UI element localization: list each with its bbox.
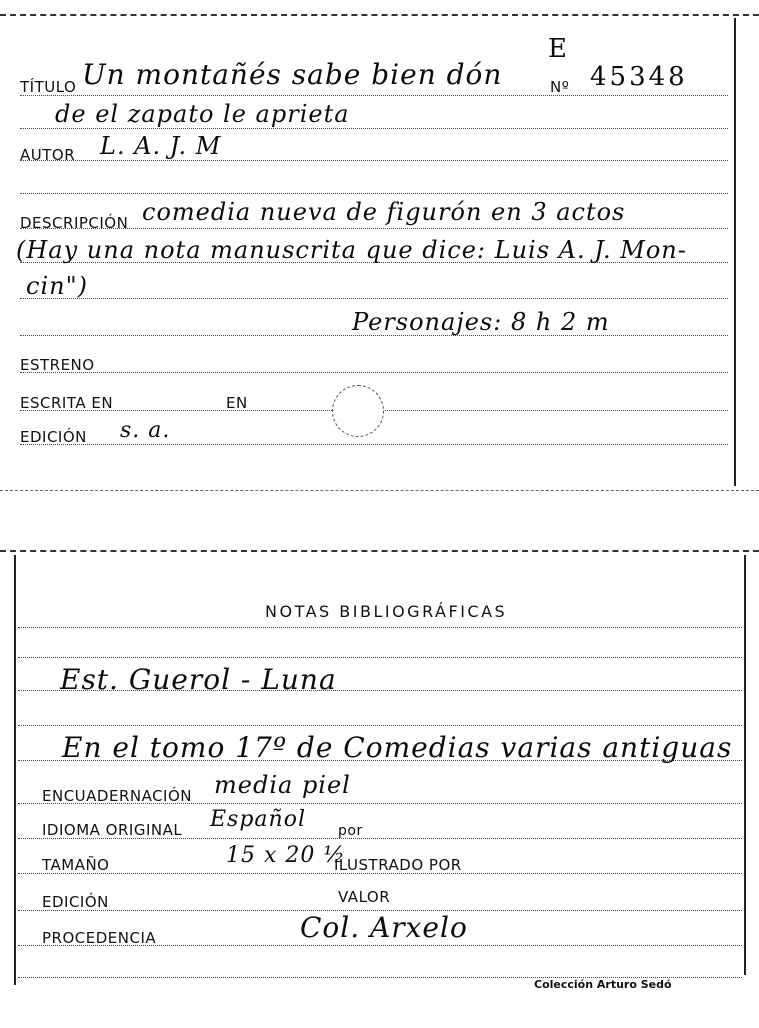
en-label: EN: [226, 394, 248, 412]
procedencia-value: Col. Arxelo: [300, 911, 468, 944]
rule-line: [18, 725, 742, 726]
descripcion-line2: (Hay una nota manuscrita que dice: Luis A. J. Mon-: [16, 236, 687, 264]
card-top-edge: [0, 14, 759, 16]
ilustrado-label: ILUSTRADO POR: [334, 856, 462, 874]
autor-value: L. A. J. M: [100, 132, 222, 160]
idioma-value: Español: [210, 807, 306, 832]
punch-hole: [332, 385, 384, 437]
rule-line: [18, 657, 742, 658]
rule-line: [18, 627, 742, 628]
titulo-value-line2: de el zapato le aprieta: [55, 100, 350, 128]
titulo-value-line1: Un montañés sabe bien dón: [82, 58, 503, 91]
catalog-card-front: [0, 0, 759, 495]
descripcion-label: DESCRIPCIÓN: [20, 214, 129, 232]
encuadernacion-label: ENCUADERNACIÓN: [42, 787, 193, 805]
card-top-edge: [0, 550, 759, 552]
edicion-label: EDICIÓN: [20, 428, 87, 446]
procedencia-label: PROCEDENCIA: [42, 929, 157, 947]
rule-line: [20, 298, 728, 299]
valor-label: VALOR: [338, 888, 391, 906]
autor-label: AUTOR: [20, 146, 76, 164]
estreno-label: ESTRENO: [20, 356, 95, 374]
edicion-label: EDICIÓN: [42, 893, 109, 911]
numero-value: 45348: [590, 62, 688, 92]
note-line2: En el tomo 17º de Comedias varias antiguas: [62, 731, 733, 764]
card-bottom-edge: [0, 490, 759, 491]
escrita-en-label: ESCRITA EN: [20, 394, 114, 412]
rule-line: [20, 95, 728, 96]
card-right-edge: [734, 18, 736, 486]
descripcion-line3: cin"): [26, 272, 88, 300]
card-left-edge: [14, 555, 16, 985]
edicion-value: s. a.: [120, 418, 171, 443]
personajes-note: Personajes: 8 h 2 m: [352, 308, 610, 336]
rule-line: [20, 128, 728, 129]
numero-label: Nº: [550, 78, 570, 96]
catalog-card-back: [0, 545, 759, 1015]
card-right-edge: [744, 555, 746, 975]
titulo-label: TÍTULO: [20, 78, 77, 96]
por-label: por: [338, 823, 363, 839]
tamano-value: 15 x 20 ½: [226, 843, 346, 868]
note-line1: Est. Guerol - Luna: [60, 663, 337, 696]
idioma-label: IDIOMA ORIGINAL: [42, 821, 183, 839]
descripcion-line1: comedia nueva de figurón en 3 actos: [142, 198, 626, 226]
notas-heading: NOTAS BIBLIOGRÁFICAS: [265, 602, 508, 621]
rule-line: [20, 444, 728, 445]
rule-line: [20, 193, 728, 194]
encuadernacion-value: media piel: [214, 771, 351, 799]
tamano-label: TAMAÑO: [42, 856, 110, 874]
collection-footer: Colección Arturo Sedó: [534, 978, 672, 991]
numero-prefix: E: [548, 34, 568, 64]
rule-line: [20, 372, 728, 373]
rule-line: [20, 160, 728, 161]
